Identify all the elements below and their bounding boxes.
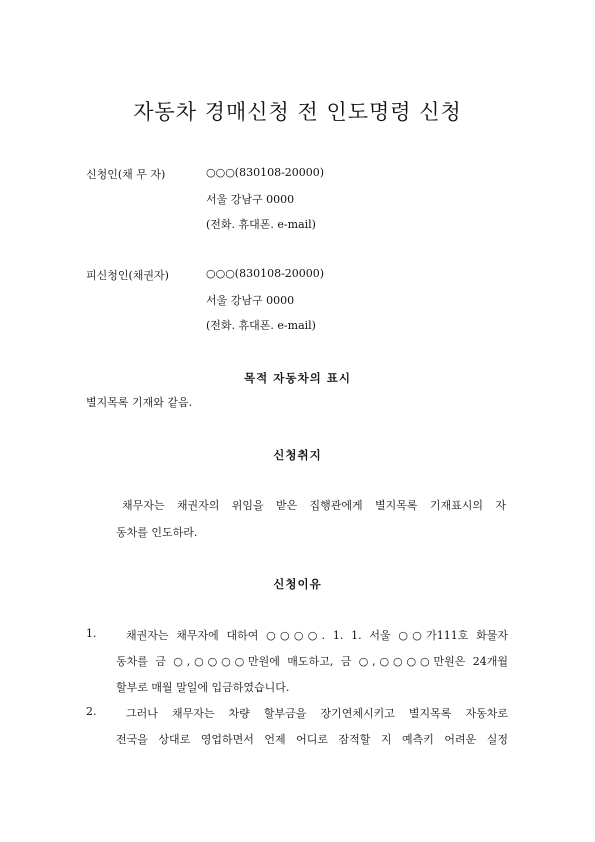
reason-line: 전국을 상대로 영업하면서 언제 어디로 잠적할 지 예측키 어려운 실정 — [116, 733, 508, 746]
reason-line: 채권자는 채무자에 대하여 ○○○○. 1. 1. 서울 ○○가111호 화물자 — [126, 629, 508, 642]
applicant-address-line: 서울 강남구 0000 — [206, 193, 295, 206]
applicant-name-line: ○○○(830108-20000) — [206, 166, 325, 179]
respondent-name-line: ○○○(830108-20000) — [206, 267, 325, 280]
applicant-label: 신청인(채 무 자) — [86, 168, 166, 181]
reason-heading: 신청이유 — [273, 577, 322, 591]
purpose-line: 채무자는 채권자의 위임을 받은 집행관에게 별지목록 기재표시의 자 — [122, 499, 506, 512]
respondent-address-line: 서울 강남구 0000 — [206, 294, 295, 307]
reason-number: 1. — [86, 627, 97, 640]
object-heading: 목적 자동차의 표시 — [244, 371, 351, 385]
document-title: 자동차 경매신청 전 인도명령 신청 — [133, 100, 462, 124]
reason-line: 그러나 채무자는 차량 할부금을 장기연체시키고 별지목록 자동차로 — [126, 707, 508, 720]
applicant-contact-line: (전화. 휴대폰. e-mail) — [206, 218, 316, 231]
respondent-label: 피신청인(채권자) — [86, 269, 169, 282]
reason-line: 할부로 매월 말일에 입금하였습니다. — [116, 681, 290, 694]
purpose-heading: 신청취지 — [273, 448, 322, 462]
respondent-contact-line: (전화. 휴대폰. e-mail) — [206, 319, 316, 332]
reason-number: 2. — [86, 705, 97, 718]
purpose-line: 동차를 인도하라. — [116, 526, 198, 539]
object-text: 별지목록 기재와 같음. — [86, 396, 193, 409]
reason-line: 동차를 금 ○,○○○○만원에 매도하고, 금 ○,○○○○만원은 24개월 — [116, 655, 508, 668]
